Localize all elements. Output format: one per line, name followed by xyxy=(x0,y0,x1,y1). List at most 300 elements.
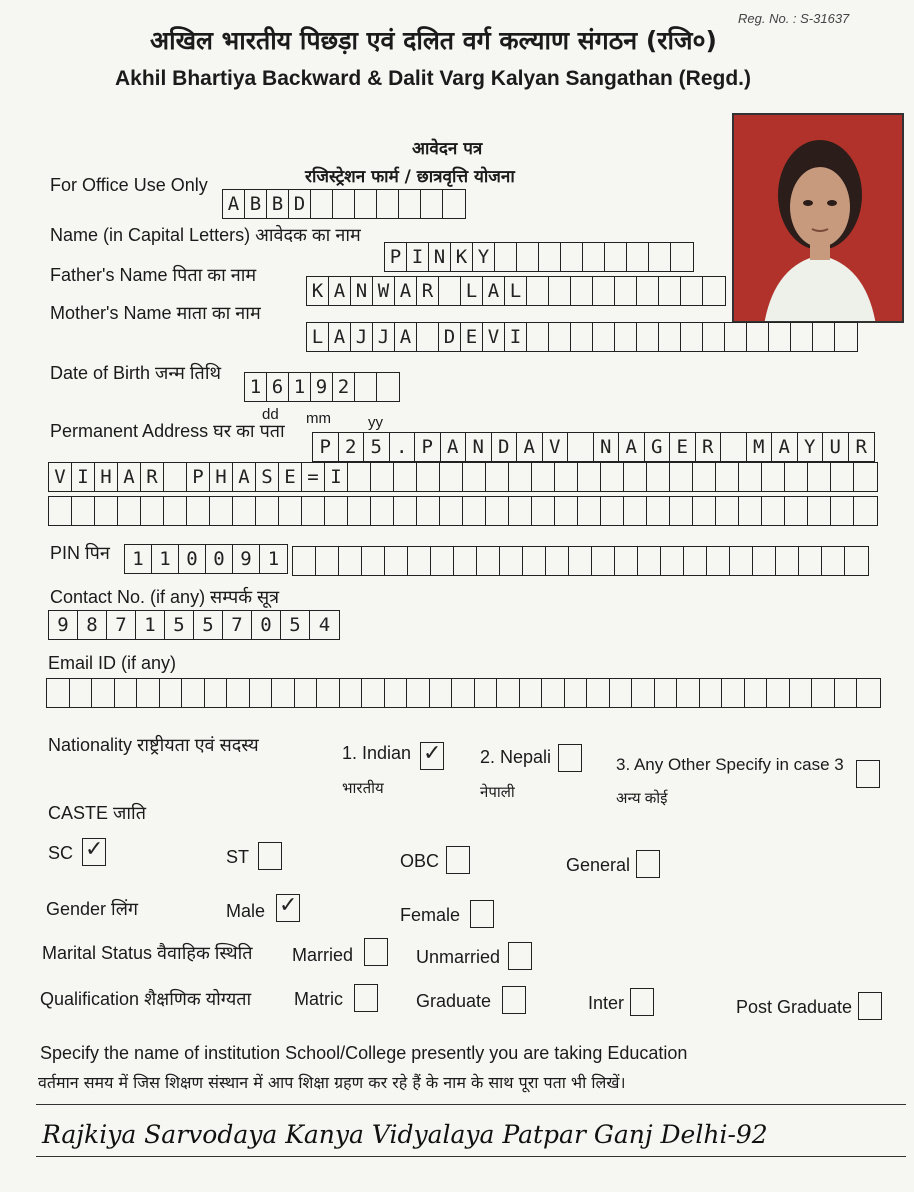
char-box[interactable]: A xyxy=(441,433,467,461)
char-box[interactable] xyxy=(385,679,408,707)
nationality-other-checkbox[interactable] xyxy=(856,760,880,788)
name-boxes[interactable] xyxy=(384,242,694,272)
char-box[interactable] xyxy=(745,679,768,707)
char-box[interactable]: R xyxy=(417,277,439,305)
char-box[interactable] xyxy=(670,497,693,525)
char-box[interactable] xyxy=(509,497,532,525)
char-box[interactable]: 1 xyxy=(136,611,165,639)
char-box[interactable] xyxy=(295,679,318,707)
char-box[interactable]: 6 xyxy=(267,373,289,401)
char-box[interactable]: I xyxy=(72,463,95,491)
char-box[interactable] xyxy=(339,547,362,575)
char-box[interactable] xyxy=(431,547,454,575)
char-box[interactable] xyxy=(785,497,808,525)
char-box[interactable] xyxy=(785,463,808,491)
qualification-graduate-checkbox[interactable] xyxy=(502,986,526,1014)
char-box[interactable]: I xyxy=(407,243,429,271)
char-box[interactable] xyxy=(454,547,477,575)
char-box[interactable] xyxy=(812,679,835,707)
char-box[interactable] xyxy=(164,463,187,491)
char-box[interactable] xyxy=(371,463,394,491)
name-label: Name (in Capital Letters) आवेदक का नाम xyxy=(50,225,361,245)
char-box[interactable]: N xyxy=(429,243,451,271)
char-box[interactable] xyxy=(509,463,532,491)
char-box[interactable] xyxy=(722,679,745,707)
char-box[interactable] xyxy=(747,323,769,351)
char-box[interactable] xyxy=(421,190,443,218)
char-box[interactable] xyxy=(333,190,355,218)
char-box[interactable]: 1 xyxy=(245,373,267,401)
char-box[interactable] xyxy=(430,679,453,707)
char-box[interactable]: E xyxy=(279,463,302,491)
char-box[interactable] xyxy=(655,679,678,707)
char-box[interactable]: G xyxy=(645,433,671,461)
char-box[interactable] xyxy=(72,497,95,525)
char-box[interactable] xyxy=(632,679,655,707)
char-box[interactable]: N xyxy=(351,277,373,305)
char-box[interactable]: N xyxy=(594,433,620,461)
char-box[interactable] xyxy=(440,497,463,525)
char-box[interactable] xyxy=(565,679,588,707)
char-box[interactable] xyxy=(440,463,463,491)
char-box[interactable] xyxy=(279,497,302,525)
char-box[interactable] xyxy=(475,679,498,707)
char-box[interactable]: . xyxy=(390,433,416,461)
char-box[interactable]: A xyxy=(619,433,645,461)
marital-unmarried-checkbox[interactable] xyxy=(508,942,532,970)
char-box[interactable]: 2 xyxy=(339,433,365,461)
char-box[interactable] xyxy=(716,497,739,525)
char-box[interactable] xyxy=(452,679,475,707)
char-box[interactable]: A xyxy=(395,277,417,305)
char-box[interactable] xyxy=(205,679,228,707)
char-box[interactable] xyxy=(527,323,549,351)
char-box[interactable] xyxy=(571,277,593,305)
char-box[interactable] xyxy=(70,679,93,707)
char-box[interactable]: 1 xyxy=(152,545,179,573)
char-box[interactable]: V xyxy=(483,323,505,351)
char-box[interactable]: L xyxy=(461,277,483,305)
char-box[interactable]: 1 xyxy=(289,373,311,401)
char-box[interactable] xyxy=(831,497,854,525)
char-box[interactable] xyxy=(845,547,868,575)
char-box[interactable]: A xyxy=(329,323,351,351)
char-box[interactable]: 2 xyxy=(333,373,355,401)
char-box[interactable] xyxy=(835,323,857,351)
char-box[interactable]: 9 xyxy=(49,611,78,639)
char-box[interactable] xyxy=(394,463,417,491)
institution-top-rule xyxy=(36,1104,906,1105)
char-box[interactable] xyxy=(385,547,408,575)
char-box[interactable] xyxy=(854,463,877,491)
char-box[interactable] xyxy=(684,547,707,575)
char-box[interactable] xyxy=(624,497,647,525)
char-box[interactable] xyxy=(647,463,670,491)
qualification-inter-checkbox[interactable] xyxy=(630,988,654,1016)
char-box[interactable] xyxy=(399,190,421,218)
char-box[interactable] xyxy=(762,497,785,525)
char-box[interactable]: 0 xyxy=(179,545,206,573)
char-box[interactable]: D xyxy=(439,323,461,351)
organisation-title-english: Akhil Bhartiya Backward & Dalit Varg Kalyan Sangathan (Regd.) xyxy=(115,67,751,90)
char-box[interactable] xyxy=(272,679,295,707)
char-box[interactable] xyxy=(115,679,138,707)
char-box[interactable] xyxy=(677,679,700,707)
char-box[interactable] xyxy=(813,323,835,351)
pin-extra-boxes xyxy=(292,546,869,576)
char-box[interactable] xyxy=(605,243,627,271)
char-box[interactable] xyxy=(739,497,762,525)
char-box[interactable]: 5 xyxy=(281,611,310,639)
char-box[interactable] xyxy=(523,547,546,575)
char-box[interactable] xyxy=(371,497,394,525)
char-box[interactable] xyxy=(325,497,348,525)
address-line2-boxes[interactable] xyxy=(48,462,878,492)
char-box[interactable]: V xyxy=(49,463,72,491)
char-box[interactable]: 0 xyxy=(252,611,281,639)
qualification-inter-label: Inter xyxy=(588,993,625,1013)
char-box[interactable]: P xyxy=(187,463,210,491)
char-box[interactable] xyxy=(141,497,164,525)
char-box[interactable] xyxy=(210,497,233,525)
char-box[interactable]: 7 xyxy=(223,611,252,639)
qualification-graduate-label: Graduate xyxy=(416,991,492,1011)
char-box[interactable] xyxy=(311,190,333,218)
char-box[interactable]: K xyxy=(307,277,329,305)
gender-female-checkbox[interactable] xyxy=(470,900,494,928)
char-box[interactable] xyxy=(316,547,339,575)
char-box[interactable] xyxy=(592,547,615,575)
caste-obc-checkbox[interactable] xyxy=(446,846,470,874)
char-box[interactable]: 1 xyxy=(125,545,152,573)
char-box[interactable]: K xyxy=(451,243,473,271)
char-box[interactable]: V xyxy=(543,433,569,461)
char-box[interactable] xyxy=(500,547,523,575)
char-box[interactable]: Y xyxy=(798,433,824,461)
nationality-indian-label: 1. Indian xyxy=(342,743,412,763)
caste-general-checkbox[interactable] xyxy=(636,850,660,878)
char-box[interactable]: E xyxy=(670,433,696,461)
char-box[interactable] xyxy=(355,373,377,401)
char-box[interactable]: 0 xyxy=(206,545,233,573)
office-use-boxes[interactable] xyxy=(222,189,466,219)
char-box[interactable] xyxy=(700,679,723,707)
char-box[interactable]: D xyxy=(492,433,518,461)
char-box[interactable] xyxy=(92,679,115,707)
char-box[interactable] xyxy=(520,679,543,707)
char-box[interactable] xyxy=(822,547,845,575)
address-line3-boxes[interactable] xyxy=(48,496,878,526)
institution-name-value[interactable]: Rajkiya Sarvodaya Kanya Vidyalaya Patpar Ganj Delhi-92 xyxy=(42,1120,768,1149)
char-box[interactable]: B xyxy=(245,190,267,218)
check-mark-icon: ✓ xyxy=(423,740,442,765)
char-box[interactable]: A xyxy=(233,463,256,491)
char-box[interactable] xyxy=(549,323,571,351)
char-box[interactable] xyxy=(495,243,517,271)
char-box[interactable] xyxy=(799,547,822,575)
qualification-matric-checkbox[interactable] xyxy=(354,984,378,1012)
char-box[interactable]: 5 xyxy=(194,611,223,639)
char-box[interactable] xyxy=(671,243,693,271)
char-box[interactable] xyxy=(118,497,141,525)
char-box[interactable] xyxy=(348,463,371,491)
char-box[interactable] xyxy=(693,497,716,525)
char-box[interactable]: L xyxy=(307,323,329,351)
char-box[interactable] xyxy=(615,547,638,575)
char-box[interactable] xyxy=(439,277,461,305)
char-box[interactable]: I xyxy=(325,463,348,491)
char-box[interactable] xyxy=(362,547,385,575)
char-box[interactable] xyxy=(408,547,431,575)
organisation-title-hindi: अखिल भारतीय पिछड़ा एवं दलित वर्ग कल्याण संगठन (रजि०) xyxy=(150,26,717,55)
form-subtitle: रजिस्ट्रेशन फार्म / छात्रवृत्ति योजना xyxy=(305,167,515,187)
char-box[interactable]: L xyxy=(505,277,527,305)
char-box[interactable] xyxy=(517,243,539,271)
char-box[interactable] xyxy=(578,497,601,525)
char-box[interactable] xyxy=(753,547,776,575)
char-box[interactable] xyxy=(377,190,399,218)
char-box[interactable] xyxy=(317,679,340,707)
char-box[interactable]: 4 xyxy=(318,614,331,636)
char-box[interactable]: E xyxy=(461,323,483,351)
char-box[interactable] xyxy=(615,323,637,351)
char-box[interactable] xyxy=(670,463,693,491)
char-box[interactable] xyxy=(730,547,753,575)
char-box[interactable] xyxy=(394,497,417,525)
char-box[interactable] xyxy=(256,497,279,525)
char-box[interactable]: D xyxy=(289,190,311,218)
pin-boxes[interactable] xyxy=(124,544,288,574)
char-box[interactable] xyxy=(340,679,363,707)
char-box[interactable]: J xyxy=(351,323,373,351)
char-box[interactable] xyxy=(601,463,624,491)
char-box[interactable] xyxy=(477,547,500,575)
char-box[interactable]: 9 xyxy=(311,373,333,401)
char-box[interactable] xyxy=(647,497,670,525)
char-box[interactable]: A xyxy=(223,190,245,218)
char-box[interactable] xyxy=(571,323,593,351)
char-box[interactable] xyxy=(638,547,661,575)
char-box[interactable] xyxy=(569,547,592,575)
char-box[interactable] xyxy=(637,277,659,305)
char-box[interactable] xyxy=(725,323,747,351)
char-box[interactable] xyxy=(95,497,118,525)
email-boxes[interactable] xyxy=(46,678,881,708)
char-box[interactable] xyxy=(377,373,399,401)
char-box[interactable]: A xyxy=(118,463,141,491)
gender-male-checkbox[interactable] xyxy=(276,894,300,922)
char-box[interactable] xyxy=(601,497,624,525)
char-box[interactable] xyxy=(681,323,703,351)
char-box[interactable] xyxy=(857,679,880,707)
char-box[interactable] xyxy=(707,547,730,575)
char-box[interactable]: 5 xyxy=(165,611,194,639)
char-box[interactable]: 7 xyxy=(107,611,136,639)
address-line1-boxes[interactable] xyxy=(312,432,875,462)
char-box[interactable] xyxy=(610,679,633,707)
char-box[interactable]: Y xyxy=(473,243,495,271)
char-box[interactable]: I xyxy=(505,323,527,351)
char-box[interactable] xyxy=(497,679,520,707)
char-box[interactable]: R xyxy=(141,463,164,491)
char-box[interactable] xyxy=(355,190,377,218)
char-box[interactable] xyxy=(703,323,725,351)
char-box[interactable]: 5 xyxy=(364,433,390,461)
char-box[interactable] xyxy=(681,277,703,305)
mother-name-label: Mother's Name माता का नाम xyxy=(50,303,261,323)
char-box[interactable] xyxy=(721,433,747,461)
char-box[interactable]: B xyxy=(267,190,289,218)
char-box[interactable] xyxy=(587,679,610,707)
char-box[interactable] xyxy=(160,679,183,707)
char-box[interactable]: = xyxy=(302,463,325,491)
char-box[interactable] xyxy=(527,277,549,305)
char-box[interactable]: A xyxy=(395,323,417,351)
char-box[interactable] xyxy=(583,243,605,271)
char-box[interactable] xyxy=(659,323,681,351)
dob-boxes[interactable] xyxy=(244,372,400,402)
nationality-indian-checkbox[interactable] xyxy=(420,742,444,770)
char-box[interactable] xyxy=(417,463,440,491)
char-box[interactable] xyxy=(568,433,594,461)
address-label: Permanent Address घर का पता xyxy=(50,421,285,441)
char-box[interactable]: W xyxy=(373,277,395,305)
char-box[interactable]: N xyxy=(466,433,492,461)
char-box[interactable] xyxy=(417,323,439,351)
caste-sc-label: SC xyxy=(48,843,74,863)
char-box[interactable] xyxy=(769,323,791,351)
char-box[interactable]: M xyxy=(747,433,773,461)
char-box[interactable]: A xyxy=(772,433,798,461)
caste-sc-checkbox[interactable] xyxy=(82,838,106,866)
char-box[interactable] xyxy=(637,323,659,351)
char-box[interactable] xyxy=(549,277,571,305)
char-box[interactable] xyxy=(293,547,316,575)
char-box[interactable] xyxy=(486,497,509,525)
char-box[interactable] xyxy=(532,497,555,525)
char-box[interactable] xyxy=(615,277,637,305)
char-box[interactable]: J xyxy=(373,323,395,351)
char-box[interactable] xyxy=(661,547,684,575)
char-box[interactable] xyxy=(250,679,273,707)
char-box[interactable]: R xyxy=(696,433,722,461)
char-box[interactable] xyxy=(555,463,578,491)
char-box[interactable]: R xyxy=(855,436,867,458)
char-box[interactable]: H xyxy=(210,463,233,491)
char-box[interactable]: P xyxy=(385,243,407,271)
char-box[interactable] xyxy=(463,463,486,491)
char-box[interactable] xyxy=(791,323,813,351)
char-box[interactable]: A xyxy=(483,277,505,305)
char-box[interactable] xyxy=(539,243,561,271)
char-box[interactable] xyxy=(578,463,601,491)
char-box[interactable]: S xyxy=(256,463,279,491)
char-box[interactable] xyxy=(659,277,681,305)
char-box[interactable] xyxy=(443,190,465,218)
char-box[interactable] xyxy=(703,277,725,305)
char-box[interactable] xyxy=(47,679,70,707)
char-box[interactable] xyxy=(407,679,430,707)
char-box[interactable]: 9 xyxy=(233,545,260,573)
char-box[interactable] xyxy=(227,679,250,707)
char-box[interactable] xyxy=(593,323,615,351)
char-box[interactable]: H xyxy=(95,463,118,491)
char-box[interactable] xyxy=(624,463,647,491)
char-box[interactable] xyxy=(854,497,877,525)
mother-name-boxes[interactable] xyxy=(306,322,858,352)
char-box[interactable] xyxy=(348,497,371,525)
marital-married-checkbox[interactable] xyxy=(364,938,388,966)
marital-label: Marital Status वैवाहिक स्थिति xyxy=(42,943,253,963)
char-box[interactable] xyxy=(693,463,716,491)
char-box[interactable] xyxy=(776,547,799,575)
char-box[interactable] xyxy=(362,679,385,707)
nationality-other-sub: अन्य कोई xyxy=(616,790,668,807)
char-box[interactable]: A xyxy=(329,277,351,305)
char-box[interactable] xyxy=(767,679,790,707)
char-box[interactable] xyxy=(808,497,831,525)
char-box[interactable]: 8 xyxy=(78,611,107,639)
char-box[interactable] xyxy=(49,497,72,525)
institution-underline xyxy=(36,1156,906,1157)
father-name-label: Father's Name पिता का नाम xyxy=(50,265,257,285)
nationality-nepali-checkbox[interactable] xyxy=(558,744,582,772)
char-box[interactable] xyxy=(739,463,762,491)
marital-married-label: Married xyxy=(292,945,354,965)
char-box[interactable] xyxy=(532,463,555,491)
char-box[interactable] xyxy=(831,463,854,491)
gender-male-label: Male xyxy=(226,901,266,921)
char-box[interactable] xyxy=(716,463,739,491)
father-name-boxes[interactable] xyxy=(306,276,726,306)
institution-label-english: Specify the name of institution School/College presently you are taking Education xyxy=(40,1043,688,1063)
char-box[interactable] xyxy=(137,679,160,707)
char-box[interactable] xyxy=(835,679,858,707)
char-box[interactable]: P xyxy=(313,433,339,461)
char-box[interactable] xyxy=(762,463,785,491)
char-box[interactable]: 1 xyxy=(267,548,280,570)
char-box[interactable] xyxy=(542,679,565,707)
char-box[interactable] xyxy=(561,243,583,271)
applicant-photo xyxy=(732,113,904,323)
contact-boxes[interactable] xyxy=(48,610,340,640)
caste-st-label: ST xyxy=(226,847,250,867)
char-box[interactable]: U xyxy=(823,433,849,461)
char-box[interactable]: A xyxy=(517,433,543,461)
dob-label: Date of Birth जन्म तिथि xyxy=(50,363,221,383)
char-box[interactable] xyxy=(555,497,578,525)
char-box[interactable] xyxy=(463,497,486,525)
char-box[interactable] xyxy=(417,497,440,525)
char-box[interactable] xyxy=(593,277,615,305)
char-box[interactable] xyxy=(233,497,256,525)
char-box[interactable] xyxy=(164,497,187,525)
form-type: आवेदन पत्र xyxy=(412,139,483,159)
char-box[interactable] xyxy=(486,463,509,491)
nationality-other-label: 3. Any Other Specify in case 3 xyxy=(616,755,844,774)
char-box[interactable] xyxy=(546,547,569,575)
char-box[interactable] xyxy=(649,243,671,271)
char-box[interactable] xyxy=(187,497,210,525)
qualification-postgraduate-checkbox[interactable] xyxy=(858,992,882,1020)
char-box[interactable] xyxy=(790,679,813,707)
char-box[interactable] xyxy=(808,463,831,491)
char-box[interactable] xyxy=(627,243,649,271)
caste-st-checkbox[interactable] xyxy=(258,842,282,870)
char-box[interactable]: P xyxy=(415,433,441,461)
char-box[interactable] xyxy=(182,679,205,707)
char-box[interactable] xyxy=(302,497,325,525)
